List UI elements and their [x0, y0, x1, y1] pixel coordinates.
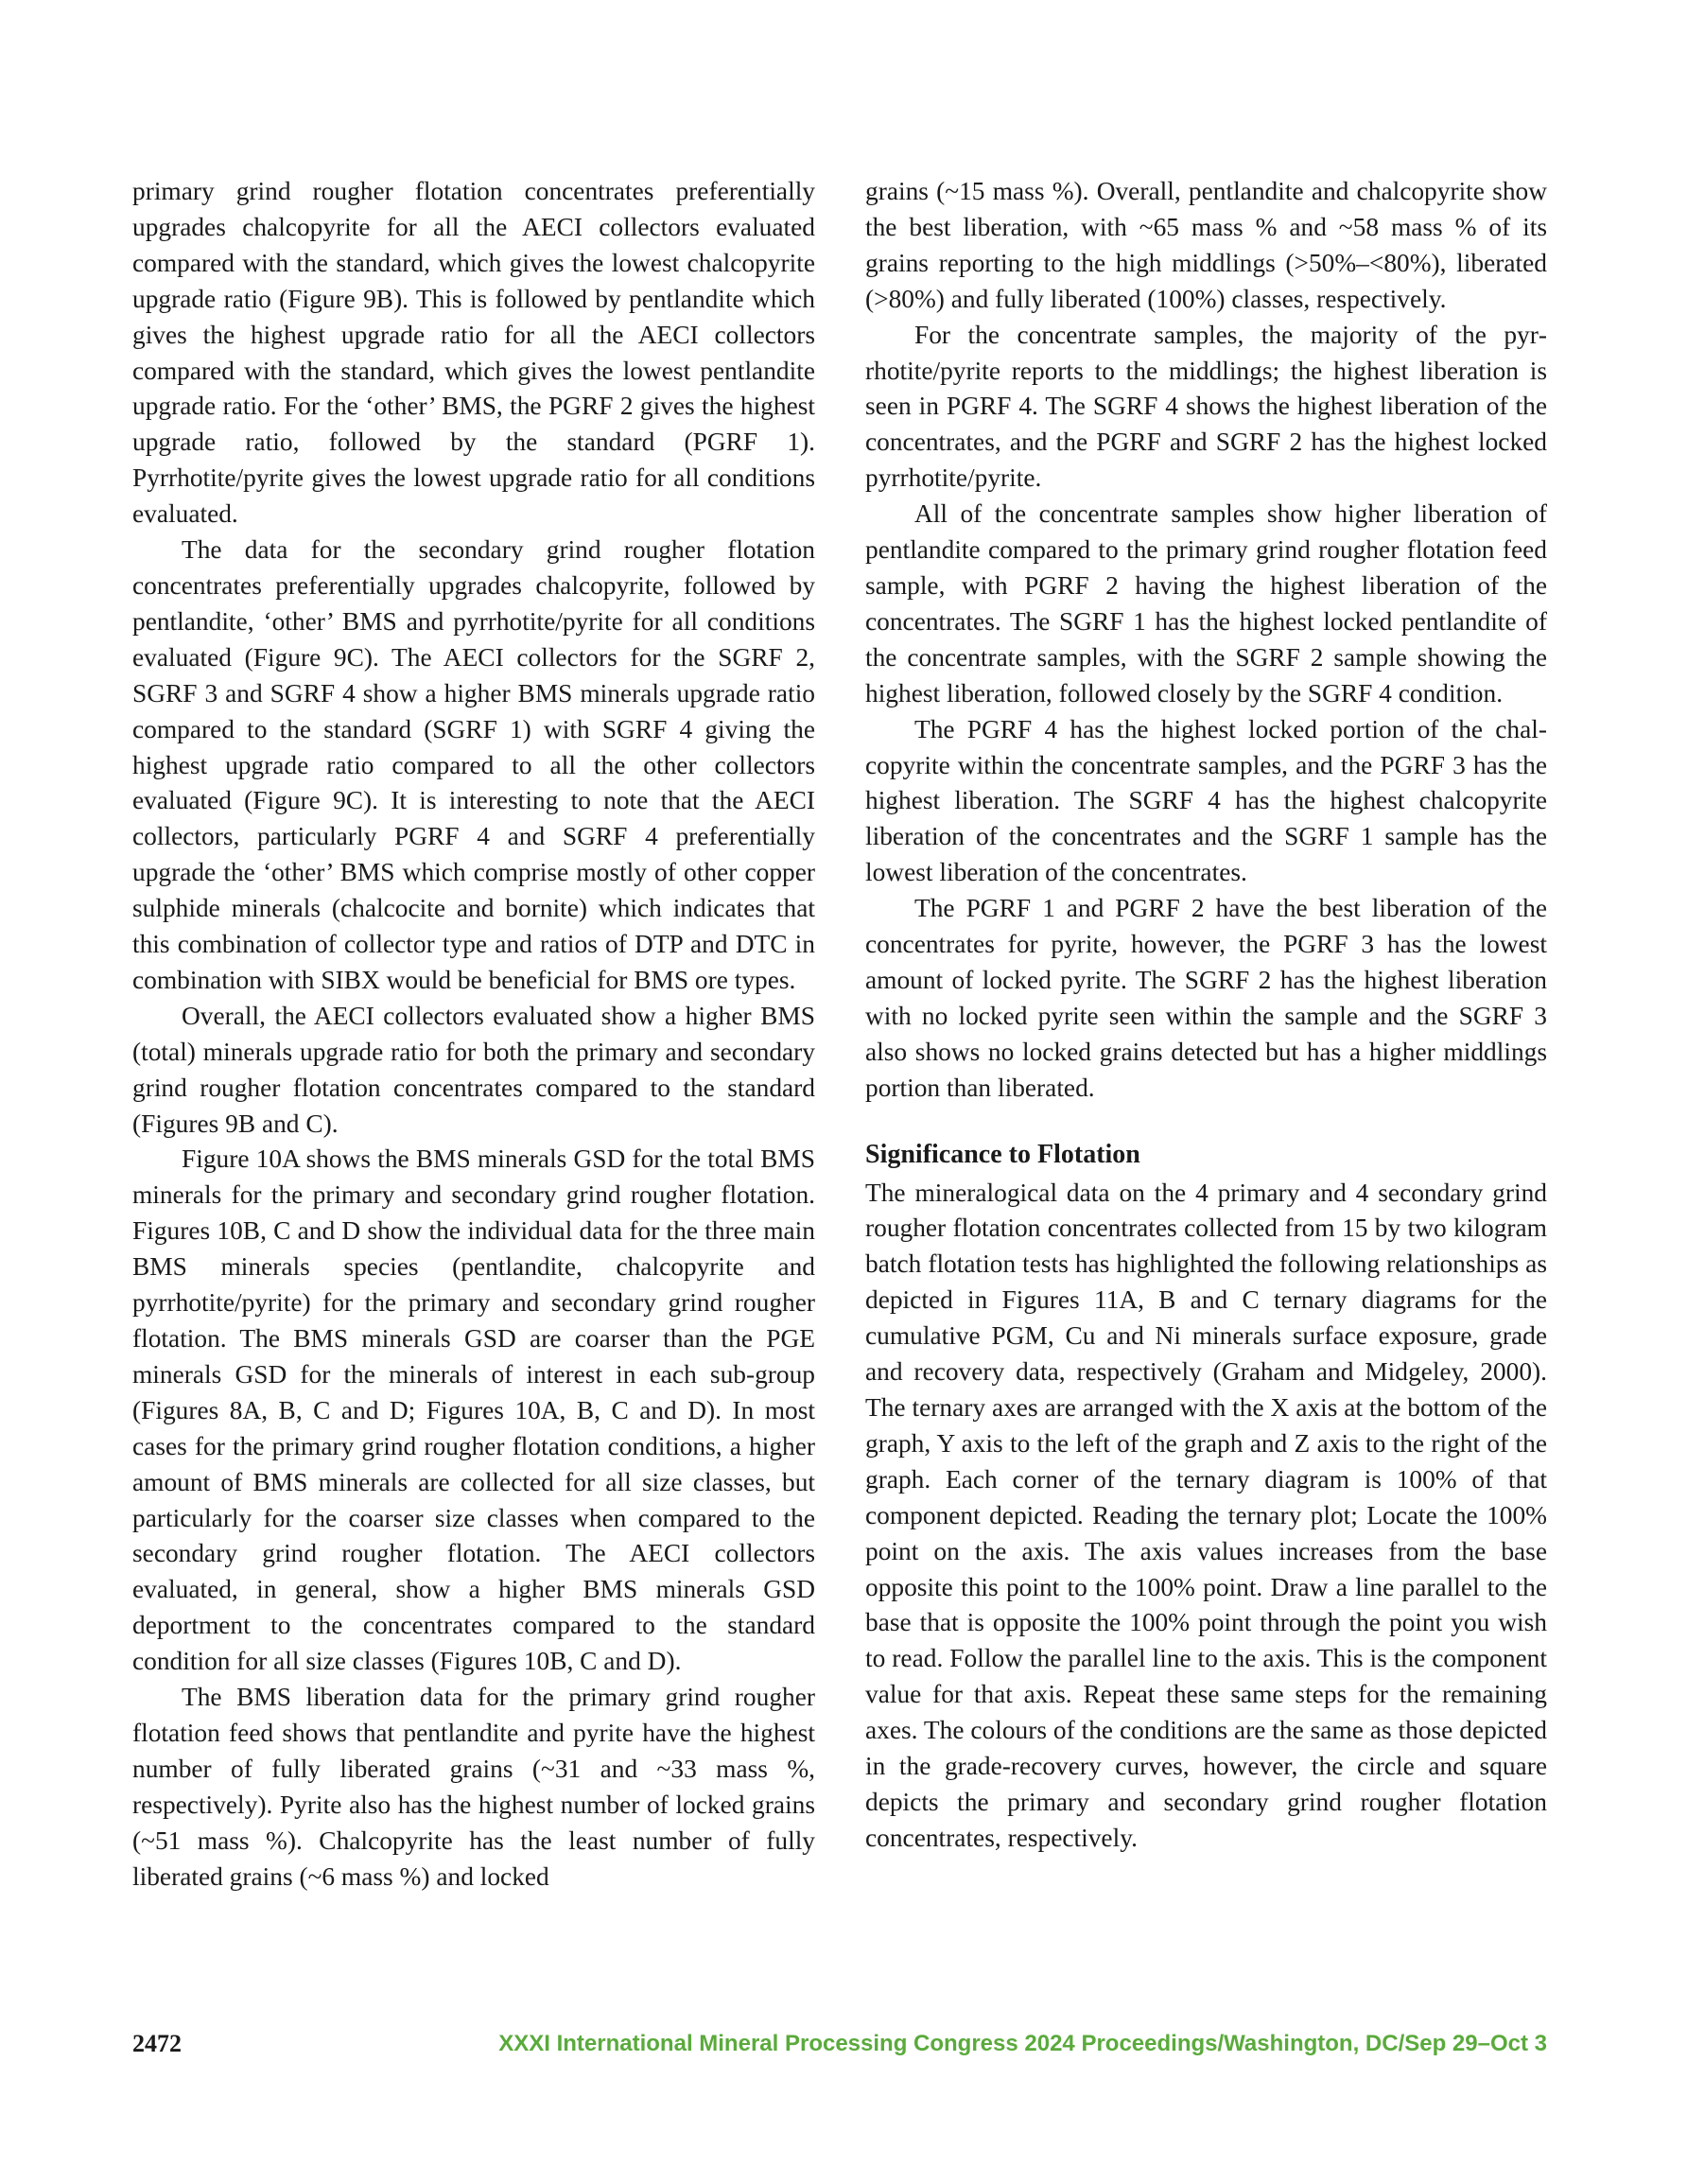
paragraph: The data for the secondary grind rougher flotation concentrates preferentially upgrades chalcopyrite, followed by pentlandite, ‘other’ BMS and pyrrhotite/pyrite for all conditions evaluated (Figure 9C). The AECI collectors for the SGRF 2, SGRF 3 and SGRF 4 show a higher BMS minerals upgrade ratio compared to the standard (SGRF 1) with SGRF 4 giving the highest upgrade ratio compared to all the other collectors evaluated (Figure 9C). It is interesting to note that the AECI collectors, particularly PGRF 4 and SGRF 4 preferentially upgrade the ‘other’ BMS which comprise mostly of other copper sulphide minerals (chalcocite and bornite) which indicates that this combination of collector type and ratios of DTP and DTC in combination with SIBX would be beneficial for BMS ore types. [132, 535, 815, 994]
section-heading: Significance to Flotation [865, 1139, 1140, 1169]
left-column [132, 174, 815, 1896]
paragraph: grains (~15 mass %). Overall, pentlandite and chalcopyrite show the best liberation, with ~65 mass % and ~58 mass % of its grains reporting to the high middlings (>50%–<80%), liberated (>80%) and fully liberated (100%) classes, respectively. [865, 177, 1547, 313]
paragraph: The PGRF 4 has the highest locked portion of the chalcopyrite within the concentrate samples, and the PGRF 3 has the highest liberation. The SGRF 4 has the highest chalcopyrite liberation of the concentrates and the SGRF 1 sample has the lowest liberation of the concentrates. [865, 714, 1547, 887]
paragraph: The BMS liberation data for the primary grind rougher flotation feed shows that pentlandite and pyrite have the highest number of fully liberated grains (~31 and ~33 mass %, respectively). Pyrite also has the highest number of locked grains (~51 mass %). Chalcopyrite has the least number of fully liberated grains (~6 mass %) and locked [132, 1683, 815, 1891]
right-column [865, 174, 1547, 1857]
paragraph: All of the concentrate samples show higher liberation of pentlandite compared to the primary grind rougher flotation feed sample, with PGRF 2 having the highest liberation of the concentrates. The SGRF 1 has the highest locked pentlandite of the concentrate samples, with the SGRF 2 sample showing the highest liberation, followed closely by the SGRF 4 condition. [865, 499, 1547, 708]
page-number: 2472 [132, 2030, 182, 2057]
paragraph: The PGRF 1 and PGRF 2 have the best liberation of the concentrates for pyrite, however, the PGRF 3 has the lowest amount of locked pyrite. The SGRF 2 has the highest liberation with no locked pyrite seen within the sample and the SGRF 3 also shows no locked grains detected but has a higher middlings portion than liberated. [865, 894, 1547, 1102]
paragraph: Overall, the AECI collectors evaluated show a higher BMS (total) minerals upgrade ratio for both the primary and secondary grind rougher flotation concentrates compared to the standard (Figures 9B and C). [132, 1001, 815, 1138]
page-footer [132, 2027, 1547, 2061]
paragraph: Figure 10A shows the BMS minerals GSD for the total BMS minerals for the primary and secondary grind rougher flotation. Figures 10B, C and D show the individual data for the three main BMS minerals species (pentlandite, chalcopyrite and pyrrhotite/pyrite) for the primary and secondary grind rougher flotation. The BMS minerals GSD are coarser than the PGE minerals GSD for the minerals of interest in each sub-group (Figures 8A, B, C and D; Figures 10A, B, C and D). In most cases for the primary grind rougher flotation conditions, a higher amount of BMS minerals are collected for all size classes, but particularly for the coarser size classes when compared to the secondary grind rougher flotation. The AECI collectors evaluated, in general, show a higher BMS minerals GSD deportment to the concentrates compared to the standard condition for all size classes (Figures 10B, C and D). [132, 1144, 815, 1676]
paragraph: The mineralogical data on the 4 primary and 4 secondary grind rougher flotation concentrates collected from 15 by two kilogram batch flotation tests has highlighted the following relationships as depicted in Figures 11A, B and C ternary diagrams for the cumulative PGM, Cu and Ni minerals surface exposure, grade and recovery data, respectively (Graham and Midgeley, 2000). The ternary axes are arranged with the X axis at the bottom of the graph, Y axis to the left of the graph and Z axis to the right of the graph. Each corner of the ternary diagram is 100% of that component depicted. Reading the ternary plot; Locate the 100% point on the axis. The axis values increases from the base opposite this point to the 100% point. Draw a line parallel to the base that is opposite the 100% point through the point you wish to read. Follow the parallel line to the axis. This is the component value for that axis. Repeat these same steps for the remaining axes. The colours of the conditions are the same as those depicted in the grade-recovery curves, however, the circle and square depicts the primary and secondary grind rougher flotation concentrates, respectively. [865, 1178, 1547, 1852]
conference-title: XXXI International Mineral Processing Congress 2024 Proceedings/Washington, DC/Sep 29–Oct 3 [498, 2031, 1547, 2056]
paragraph: For the concentrate samples, the majority of the pyrrhotite/pyrite reports to the middlings; the highest liberation is seen in PGRF 4. The SGRF 4 shows the highest liberation of the concentrates, and the PGRF and SGRF 2 has the highest locked pyrrhotite/pyrite. [865, 320, 1547, 493]
paragraph: primary grind rougher flotation concentrates preferentially upgrades chalcopyrite for all the AECI collectors evaluated compared with the standard, which gives the lowest chalcopyrite upgrade ratio (Figure 9B). This is followed by pentlandite which gives the highest upgrade ratio for all the AECI collectors compared with the standard, which gives the lowest pentlandite upgrade ratio. For the ‘other’ BMS, the PGRF 2 gives the highest upgrade ratio, followed by the standard (PGRF 1). Pyrrhotite/pyrite gives the lowest upgrade ratio for all conditions evaluated. [132, 177, 815, 529]
